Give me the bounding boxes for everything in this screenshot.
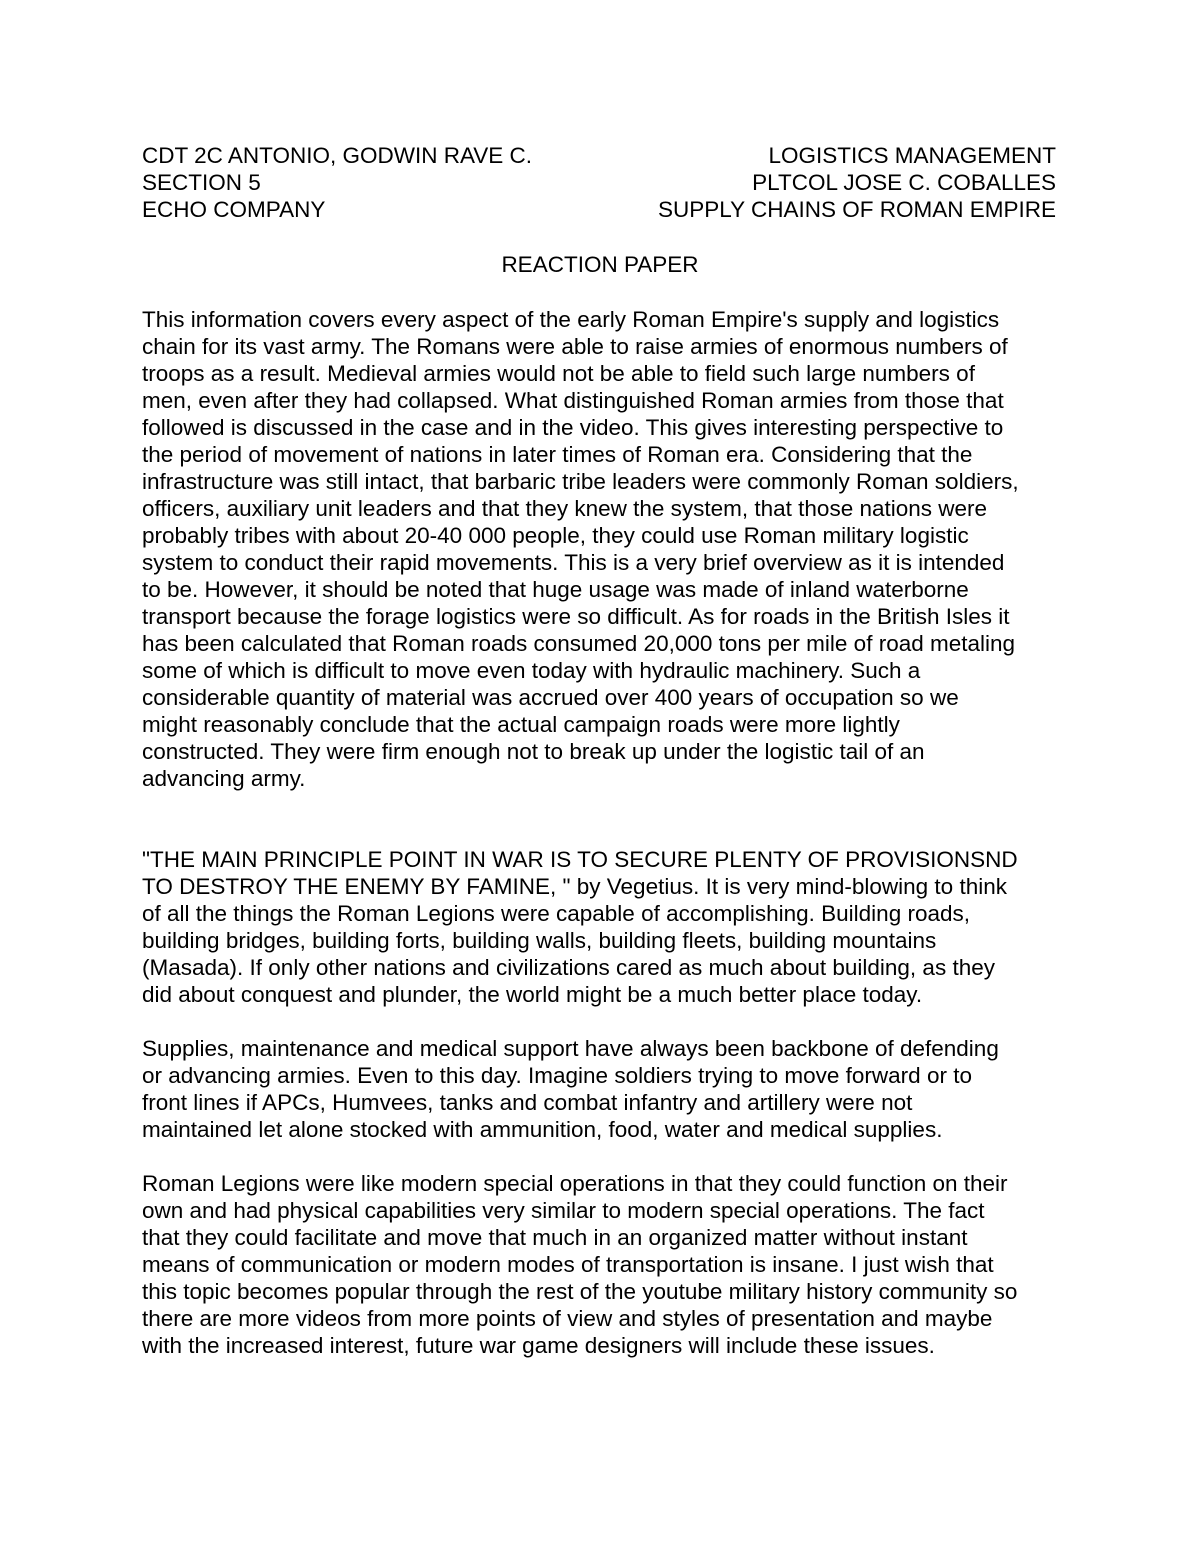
paragraph-1 [142,306,1067,792]
course-name: LOGISTICS MANAGEMENT [768,143,1056,168]
document-body [142,306,1067,1359]
paragraph-3 [142,1035,1067,1143]
instructor-name: PLTCOL JOSE C. COBALLES [752,170,1056,195]
text-line: infrastructure was still intact, that barbaric tribe leaders were commonly Roman soldiers, [142,469,1019,494]
text-line: has been calculated that Roman roads consumed 20,000 tons per mile of road metaling [142,631,1016,656]
text-line: "THE MAIN PRINCIPLE POINT IN WAR IS TO SECURE PLENTY OF PROVISIONSND [142,847,1018,872]
header-row [142,142,1056,169]
text-line: TO DESTROY THE ENEMY BY FAMINE, " by Vegetius. It is very mind-blowing to think [142,874,1007,899]
text-line: to be. However, it should be noted that huge usage was made of inland waterborne [142,577,969,602]
text-line: probably tribes with about 20-40 000 people, they could use Roman military logistic [142,523,969,548]
text-line: men, even after they had collapsed. What distinguished Roman armies from those that [142,388,1004,413]
text-line: means of communication or modern modes of transportation is insane. I just wish that [142,1252,994,1277]
text-line: advancing army. [142,766,306,791]
text-line: Roman Legions were like modern special operations in that they could function on their [142,1171,1008,1196]
text-line: might reasonably conclude that the actual campaign roads were more lightly [142,712,900,737]
text-line: or advancing armies. Even to this day. Imagine soldiers trying to move forward or to [142,1063,972,1088]
paragraph-spacer [142,1143,1067,1170]
text-line: that they could facilitate and move that much in an organized matter without instant [142,1225,968,1250]
text-line: did about conquest and plunder, the world might be a much better place today. [142,982,923,1007]
text-line: considerable quantity of material was accrued over 400 years of occupation so we [142,685,959,710]
text-line: chain for its vast army. The Romans were able to raise armies of enormous numbers of [142,334,1008,359]
text-line: some of which is difficult to move even today with hydraulic machinery. Such a [142,658,921,683]
text-line: this topic becomes popular through the rest of the youtube military history community so [142,1279,1018,1304]
paragraph-spacer [142,1008,1067,1035]
text-line: officers, auxiliary unit leaders and that they knew the system, that those nations were [142,496,988,521]
text-line: This information covers every aspect of the early Roman Empire's supply and logistics [142,307,1000,332]
paragraph-spacer [142,792,1067,846]
paragraph-2 [142,846,1067,1008]
text-line: own and had physical capabilities very similar to modern special operations. The fact [142,1198,985,1223]
text-line: of all the things the Roman Legions were capable of accomplishing. Building roads, [142,901,970,926]
text-line: building bridges, building forts, building walls, building fleets, building mountains [142,928,937,953]
text-line: troops as a result. Medieval armies would not be able to field such large numbers of [142,361,975,386]
header-row [142,196,1056,223]
cadet-name: CDT 2C ANTONIO, GODWIN RAVE C. [142,143,533,168]
text-line: front lines if APCs, Humvees, tanks and combat infantry and artillery were not [142,1090,913,1115]
text-line: (Masada). If only other nations and civilizations cared as much about building, as they [142,955,995,980]
paragraph-4 [142,1170,1067,1359]
text-line: Supplies, maintenance and medical support have always been backbone of defending [142,1036,999,1061]
text-line: the period of movement of nations in later times of Roman era. Considering that the [142,442,973,467]
document-header [142,142,1056,223]
text-line: there are more videos from more points of view and styles of presentation and maybe [142,1306,993,1331]
paper-topic: SUPPLY CHAINS OF ROMAN EMPIRE [658,197,1056,222]
text-line: maintained let alone stocked with ammunition, food, water and medical supplies. [142,1117,943,1142]
text-line: constructed. They were firm enough not to break up under the logistic tail of an [142,739,925,764]
section-label: SECTION 5 [142,170,261,195]
company-label: ECHO COMPANY [142,197,326,222]
text-line: system to conduct their rapid movements. This is a very brief overview as it is intended [142,550,1005,575]
text-line: followed is discussed in the case and in the video. This gives interesting perspective to [142,415,1004,440]
text-line: transport because the forage logistics were so difficult. As for roads in the British Isles it [142,604,1010,629]
text-line: with the increased interest, future war game designers will include these issues. [142,1333,935,1358]
document-title: REACTION PAPER [501,252,699,277]
header-row [142,169,1056,196]
